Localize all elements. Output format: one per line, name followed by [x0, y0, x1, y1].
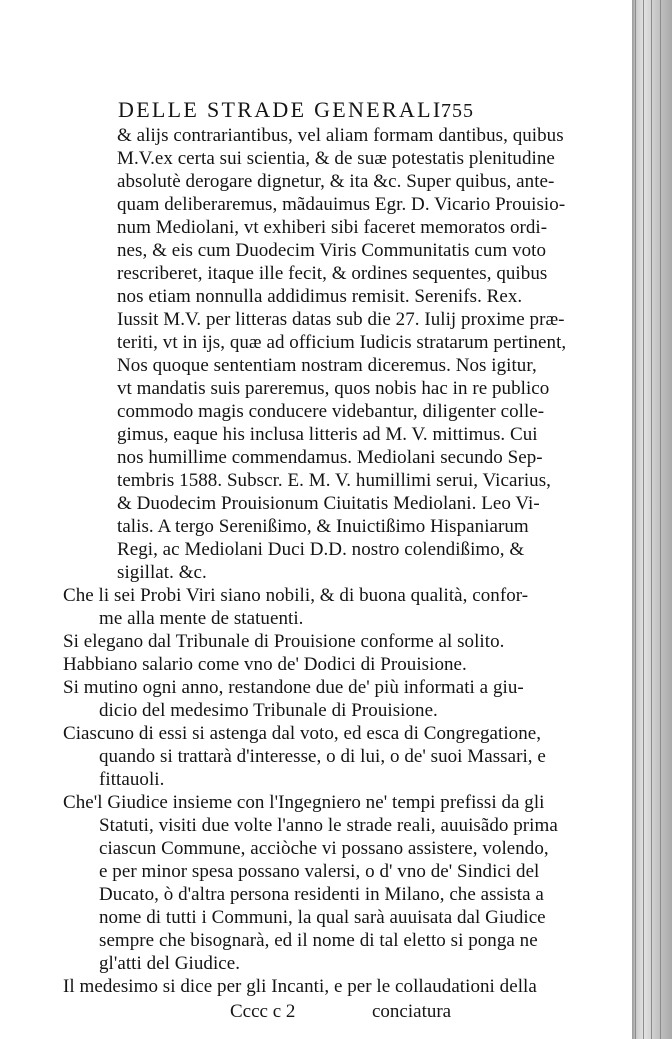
text-line: M.V.ex certa sui scientia, & de suæ potestatis plenitudine	[117, 148, 555, 169]
text-line: gimus, eaque his inclusa litteris ad M. V. mittimus. Cui	[117, 424, 538, 445]
text-line: Iussit M.V. per litteras datas sub die 27. Iulij proxime præ-	[117, 309, 565, 330]
text-line: teriti, vt in ijs, quæ ad officium Iudicis stratarum pertinent,	[117, 332, 567, 353]
text-line: sempre che bisognarà, ed il nome di tal eletto si ponga ne	[99, 930, 538, 951]
page-edge	[632, 0, 672, 1039]
text-line: e per minor spesa possano valersi, o d' vno de' Sindici del	[99, 861, 540, 882]
text-line: Ducato, ò d'altra persona residenti in Milano, che assista a	[99, 884, 544, 905]
text-line: dicio del medesimo Tribunale di Prouisione.	[99, 700, 438, 721]
text-line: me alla mente de statuenti.	[99, 608, 304, 629]
text-line: Il medesimo si dice per gli Incanti, e per le collaudationi della	[63, 976, 537, 997]
page-edge-line	[643, 0, 644, 1039]
text-line: Si elegano dal Tribunale di Prouisione conforme al solito.	[63, 631, 505, 652]
page-edge-line	[651, 0, 652, 1039]
text-line: Che li sei Probi Viri siano nobili, & di buona qualità, confor-	[63, 585, 529, 606]
text-line: & alijs contrariantibus, vel aliam formam dantibus, quibus	[117, 125, 564, 146]
running-title: DELLE STRADE GENERALI.	[118, 97, 451, 122]
text-line: Statuti, visiti due volte l'anno le strade reali, auuisãdo prima	[99, 815, 558, 836]
text-line: talis. A tergo Serenißimo, & Inuictißimo Hispaniarum	[117, 516, 529, 537]
text-line: Ciascuno di essi si astenga dal voto, ed esca di Congregatione,	[63, 723, 542, 744]
text-line: sigillat. &c.	[117, 562, 207, 583]
text-line: nes, & eis cum Duodecim Viris Communitatis cum voto	[117, 240, 547, 261]
text-line: fittauoli.	[99, 769, 165, 790]
text-line: rescriberet, itaque ille fecit, & ordines sequentes, quibus	[117, 263, 548, 284]
text-line: ciascun Commune, acciòche vi possano assistere, volendo,	[99, 838, 549, 859]
text-line: & Duodecim Prouisionum Ciuitatis Mediolani. Leo Vi-	[117, 493, 540, 514]
page-edge-line	[635, 0, 636, 1039]
text-line: Nos quoque sententiam nostram diceremus. Nos igitur,	[117, 355, 537, 376]
text-line: absolutè derogare dignetur, & ita &c. Super quibus, ante-	[117, 171, 555, 192]
text-line: num Mediolani, vt exhiberi sibi faceret memoratos ordi-	[117, 217, 548, 238]
text-line: nos etiam nonnulla addidimus remisit. Serenifs. Rex.	[117, 286, 523, 307]
text-line: Regi, ac Mediolani Duci D.D. nostro colendißimo, &	[117, 539, 525, 560]
text-line: nos humillime commendamus. Mediolani secundo Sep-	[117, 447, 543, 468]
signature-mark: Cccc c 2	[230, 1001, 296, 1022]
page-number: 755	[441, 100, 474, 122]
text-line: Si mutino ogni anno, restandone due de' più informati a giu-	[63, 677, 524, 698]
text-line: vt mandatis suis pareremus, quos nobis hac in re publico	[117, 378, 550, 399]
page-edge-line	[660, 0, 661, 1039]
text-line: quam deliberaremus, mãdauimus Egr. D. Vicario Prouisio-	[117, 194, 566, 215]
text-line: tembris 1588. Subscr. E. M. V. humillimi serui, Vicarius,	[117, 470, 551, 491]
text-line: nome di tutti i Communi, la qual sarà auuisata dal Giudice	[99, 907, 546, 928]
text-line: Habbiano salario come vno de' Dodici di Prouisione.	[63, 654, 467, 675]
text-line: gl'atti del Giudice.	[99, 953, 241, 974]
text-line: quando si trattarà d'interesse, o di lui, o de' suoi Massari, e	[99, 746, 546, 767]
text-line: Che'l Giudice insieme con l'Ingegniero ne' tempi prefissi da gli	[63, 792, 545, 813]
text-line: commodo magis conducere videbantur, diligenter colle-	[117, 401, 545, 422]
catchword: conciatura	[372, 1001, 452, 1022]
